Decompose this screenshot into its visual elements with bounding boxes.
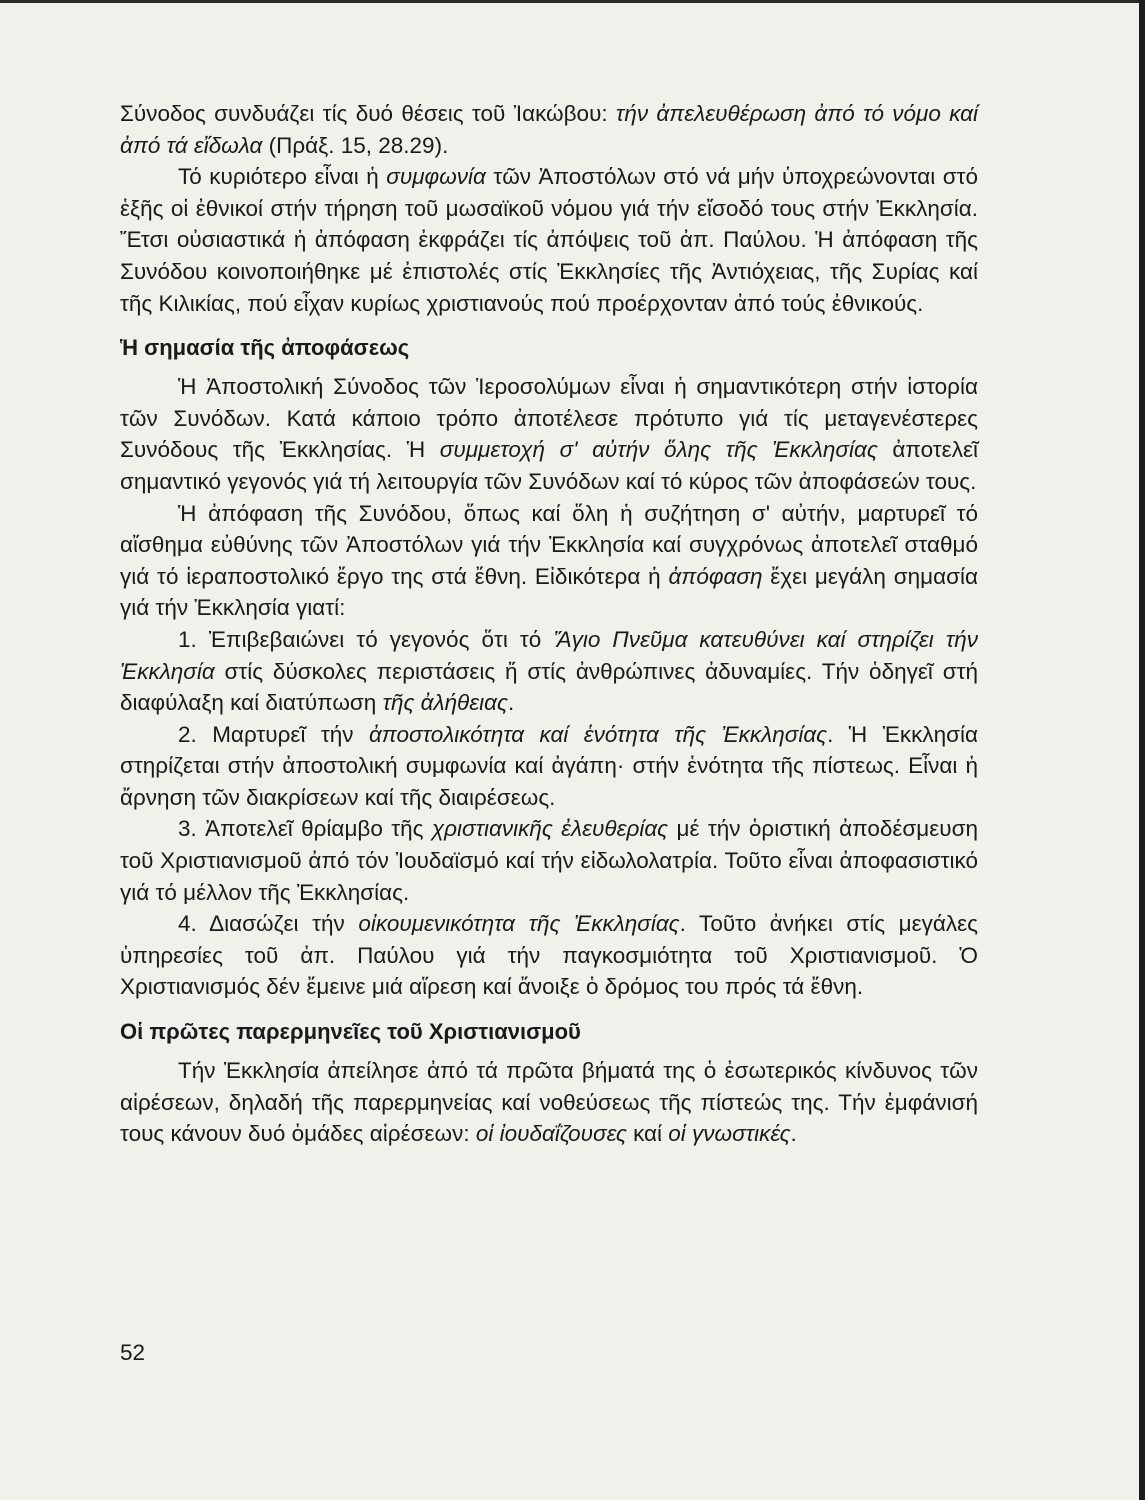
- list-item: 3. Ἀποτελεῖ θρίαμβο τῆς χριστιανικῆς ἐλευθερίας μέ τήν ὁριστική ἀποδέσμευση τοῦ Χριστιανισμοῦ ἀπό τόν Ἰουδαϊσμό καί τήν εἰδωλολατρία. Τοῦτο εἶναι ἀποφασιστικό γιά τό μέλλον τῆς Ἐκκλησίας.: [120, 816, 978, 905]
- scan-edge-right: [1139, 0, 1145, 1500]
- paragraph: Τήν Ἐκκλησία ἀπείλησε ἀπό τά πρῶτα βήματά της ὁ ἐσωτερικός κίνδυνος τῶν αἱρέσεων, δηλαδή τῆς παρερμηνείας καί νοθεύσεως τῆς πίστεώς της. Τήν ἐμφάνισή τους κάνουν δυό ὁμάδες αἱρέσεων: οἱ ἰουδαΐζουσες καί οἱ γνωστικές.: [120, 1058, 978, 1147]
- list-item: 1. Ἐπιβεβαιώνει τό γεγονός ὅτι τό Ἅγιο Πνεῦμα κατευθύνει καί στηρίζει τήν Ἐκκλησία στίς δύσκολες περιστάσεις ἤ στίς ἀνθρώπινες ἀδυναμίες. Τήν ὁδηγεῖ στή διαφύλαξη καί διατύπωση τῆς ἀλήθειας.: [120, 626, 978, 716]
- continuation-paragraph: Σύνοδος συνδυάζει τίς δυό θέσεις τοῦ Ἰακώβου: τήν ἀπελευθέρωση ἀπό τό νόμο καί ἀπό τά εἴδωλα (Πράξ. 15, 28.29).: [120, 101, 978, 158]
- paragraph: Ἡ Ἀποστολική Σύνοδος τῶν Ἱεροσολύμων εἶναι ἡ σημαντικότερη στήν ἱστορία τῶν Συνόδων. Κατά κάποιο τρόπο ἀποτέλεσε πρότυπο γιά τίς μεταγενέστερες Συνόδους τῆς Ἐκκλησίας. Ἡ συμμετοχή σ' αὐτήν ὅλης τῆς Ἐκκλησίας ἀποτελεῖ σημαντικό γεγονός γιά τή λειτουργία τῶν Συνόδων καί τό κύρος τῶν ἀποφάσεών τους.: [120, 374, 978, 494]
- paragraph: Τό κυριότερο εἶναι ἡ συμφωνία τῶν Ἀποστόλων στό νά μήν ὑποχρεώνονται στό ἑξῆς οἱ ἐθνικοί στήν τήρηση τοῦ μωσαϊκοῦ νόμου γιά τήν εἴσοδό τους στήν Ἐκκλησία. Ἔτσι οὐσιαστικά ἡ ἀπόφαση ἐκφράζει τίς ἀπόψεις τοῦ ἀπ. Παύλου. Ἡ ἀπόφαση τῆς Συνόδου κοινοποιήθηκε μέ ἐπιστολές στίς Ἐκκλησίες τῆς Ἀντιόχειας, τῆς Συρίας καί τῆς Κιλικίας, πού εἶχαν κυρίως χριστιανούς πού προέρχονταν ἀπό τούς ἐθνικούς.: [120, 164, 978, 316]
- list-item: 4. Διασώζει τήν οἰκουμενικότητα τῆς Ἐκκλησίας. Τοῦτο ἀνήκει στίς μεγάλες ὑπηρεσίες τοῦ ἀπ. Παύλου γιά τήν παγκοσμιότητα τοῦ Χριστιανισμοῦ. Ὁ Χριστιανισμός δέν ἔμεινε μιά αἵρεση καί ἄνοιξε ὁ δρόμος του πρός τά ἔθνη.: [120, 911, 978, 1000]
- scan-edge-top: [0, 0, 1145, 3]
- list-item: 2. Μαρτυρεῖ τήν ἀποστολικότητα καί ἑνότητα τῆς Ἐκκλησίας. Ἡ Ἐκκλησία στηρίζεται στήν ἀποστολική συμφωνία καί ἀγάπη· στήν ἑνότητα τῆς πίστεως. Εἶναι ἡ ἄρνηση τῶν διακρίσεων καί τῆς διαιρέσεως.: [120, 721, 979, 810]
- section-heading: Ἡ σημασία τῆς ἀποφάσεως: [120, 335, 410, 361]
- page-body: [120, 98, 978, 1150]
- page-number: 52: [120, 1340, 146, 1365]
- section-heading: Οἱ πρῶτες παρερμηνεῖες τοῦ Χριστιανισμοῦ: [120, 1019, 581, 1045]
- paragraph: Ἡ ἀπόφαση τῆς Συνόδου, ὅπως καί ὅλη ἡ συζήτηση σ' αὐτήν, μαρτυρεῖ τό αἴσθημα εὐθύνης τῶν Ἀποστόλων γιά τήν Ἐκκλησία καί συγχρόνως ἀποτελεῖ σταθμό γιά τό ἱεραποστολικό ἔργο της στά ἔθνη. Εἰδικότερα ἡ ἀπόφαση ἔχει μεγάλη σημασία γιά τήν Ἐκκλησία γιατί:: [120, 500, 978, 621]
